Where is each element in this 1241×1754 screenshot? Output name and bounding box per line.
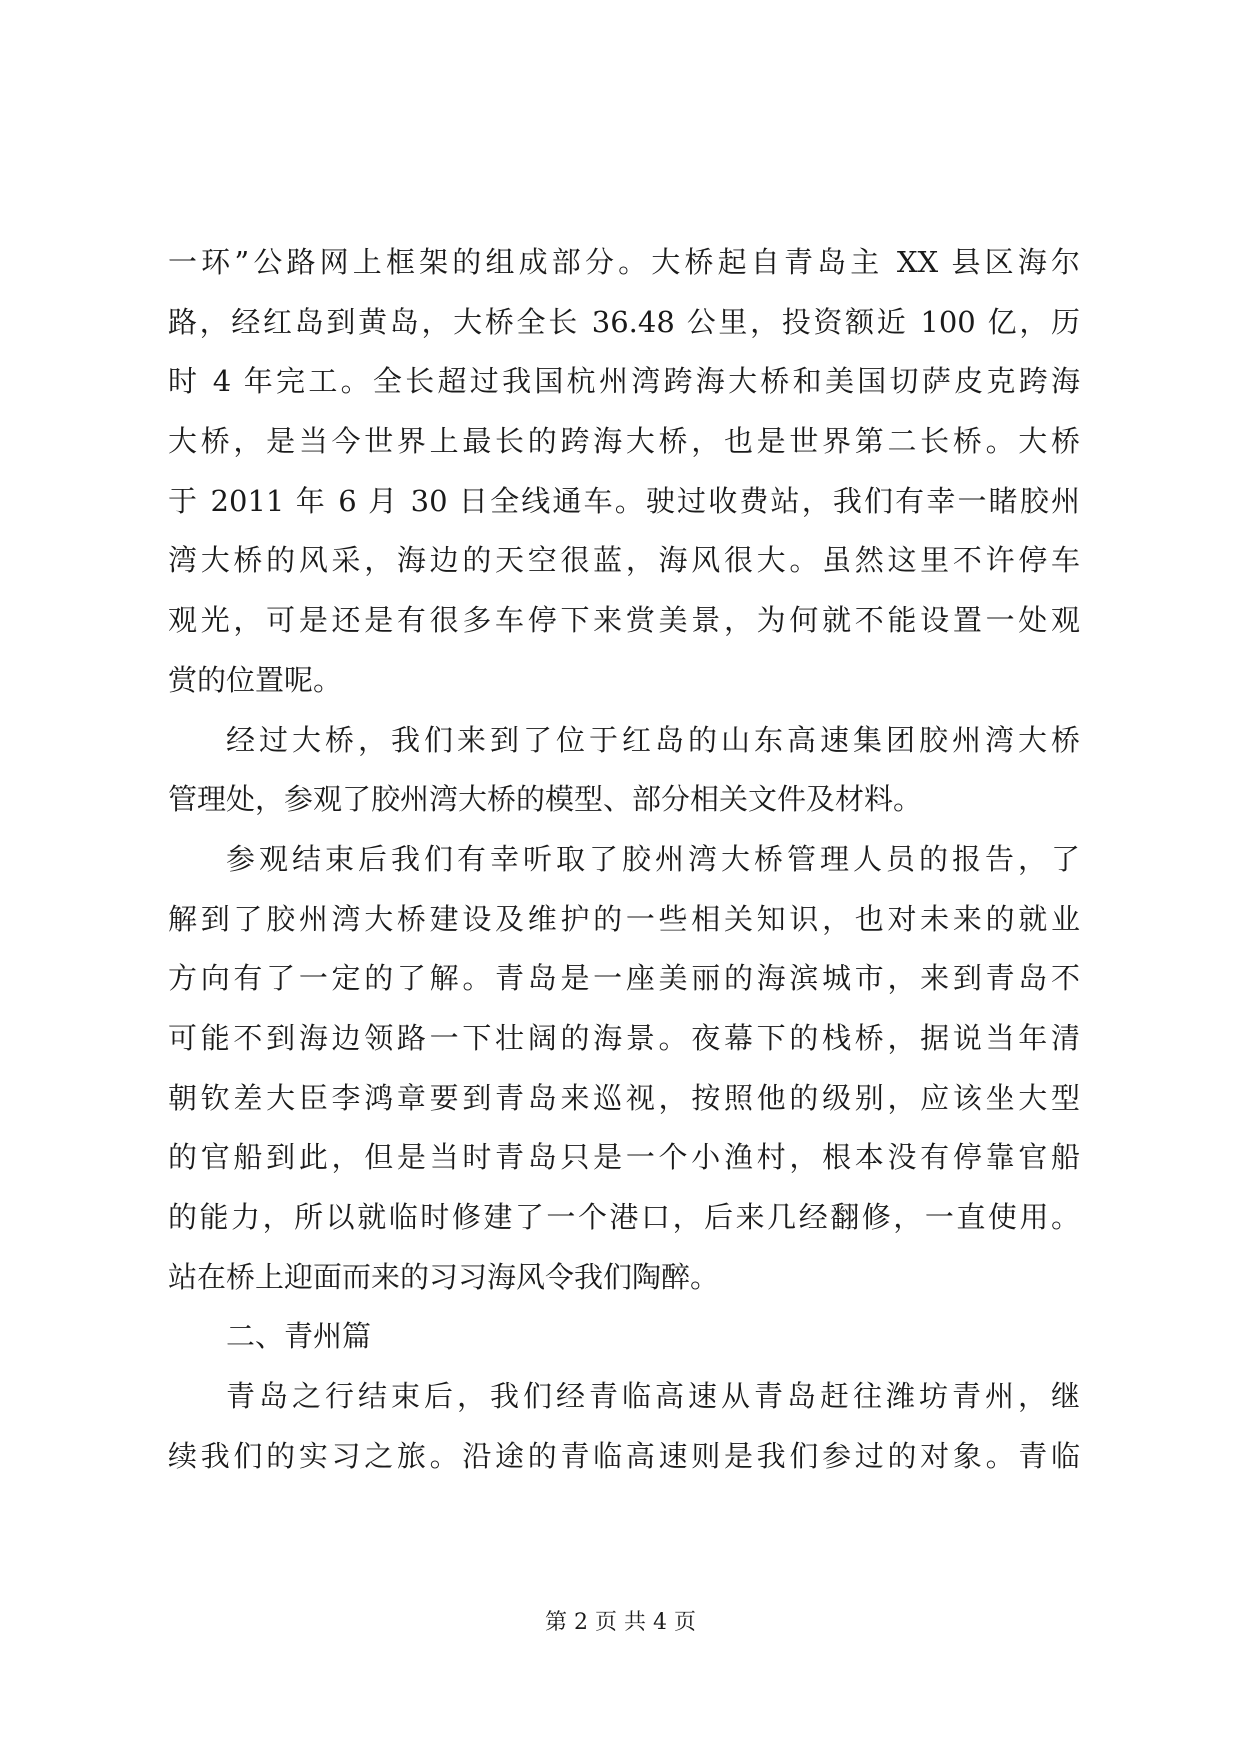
text-line: 的能力，所以就临时修建了一个港口，后来几经翻修，一直使用。 bbox=[168, 1200, 1080, 1234]
page-number-footer: 第 2 页 共 4 页 bbox=[545, 1610, 696, 1635]
text-line: 一环”公路网上框架的组成部分。大桥起自青岛主 XX 县区海尔 bbox=[168, 245, 1080, 279]
text-line: 可能不到海边领路一下壮阔的海景。夜幕下的栈桥，据说当年清 bbox=[168, 1020, 1080, 1055]
text-line: 管理处，参观了胶州湾大桥的模型、部分相关文件及材料。 bbox=[168, 782, 923, 817]
text-line: 站在桥上迎面而来的习习海风令我们陶醉。 bbox=[168, 1259, 720, 1294]
text-line: 时 4 年完工。全长超过我国杭州湾跨海大桥和美国切萨皮克跨海 bbox=[168, 364, 1080, 399]
text-line: 湾大桥的风采，海边的天空很蓝，海风很大。虽然这里不许停车 bbox=[168, 543, 1080, 578]
paragraph-first-line: 青岛之行结束后，我们经青临高速从青岛赶往潍坊青州，继 bbox=[226, 1379, 1080, 1414]
text-line: 观光，可是还是有很多车停下来赏美景，为何就不能设置一处观 bbox=[168, 603, 1080, 638]
text-line: 续我们的实习之旅。沿途的青临高速则是我们参过的对象。青临 bbox=[168, 1438, 1080, 1473]
text-line: 赏的位置呢。 bbox=[168, 662, 343, 697]
text-line: 大桥，是当今世界上最长的跨海大桥，也是世界第二长桥。大桥 bbox=[168, 424, 1080, 459]
text-line: 方向有了一定的了解。青岛是一座美丽的海滨城市，来到青岛不 bbox=[168, 961, 1080, 996]
paragraph-first-line: 经过大桥，我们来到了位于红岛的山东高速集团胶州湾大桥 bbox=[226, 722, 1080, 757]
text-line: 朝钦差大臣李鸿章要到青岛来巡视，按照他的级别，应该坐大型 bbox=[168, 1080, 1080, 1115]
text-line: 的官船到此，但是当时青岛只是一个小渔村，根本没有停靠官船 bbox=[168, 1140, 1080, 1175]
text-line: 路，经红岛到黄岛，大桥全长 36.48 公里，投资额近 100 亿，历 bbox=[168, 304, 1080, 339]
text-line: 解到了胶州湾大桥建设及维护的一些相关知识，也对未来的就业 bbox=[168, 901, 1080, 936]
paragraph-first-line: 参观结束后我们有幸听取了胶州湾大桥管理人员的报告，了 bbox=[226, 841, 1080, 876]
document-body bbox=[168, 233, 1080, 1486]
section-heading: 二、青州篇 bbox=[226, 1319, 372, 1354]
text-line: 于 2011 年 6 月 30 日全线通车。驶过收费站，我们有幸一睹胶州 bbox=[168, 483, 1080, 518]
